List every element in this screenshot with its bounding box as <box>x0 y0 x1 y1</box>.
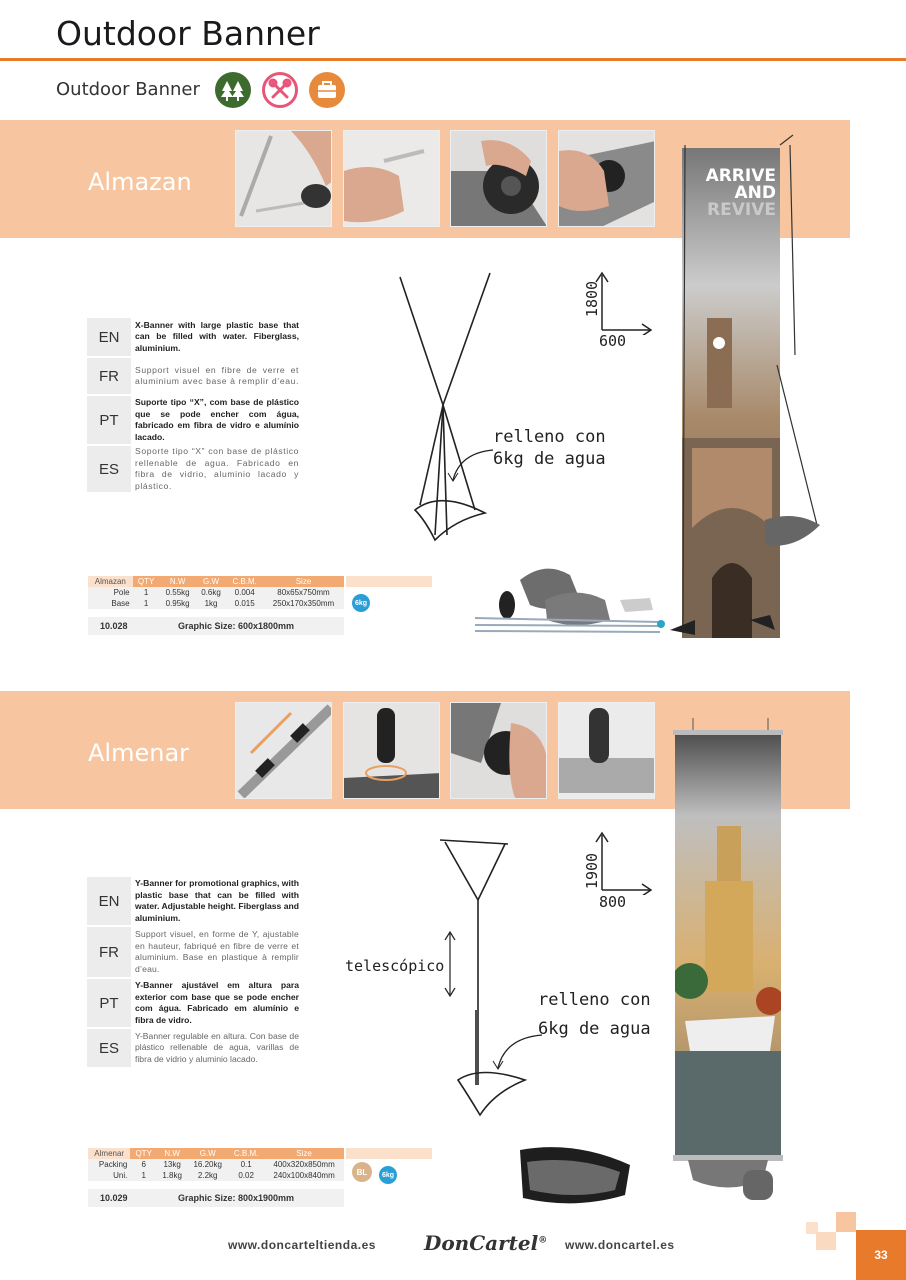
assembly-photo <box>235 130 332 227</box>
spec-header: N.W <box>157 1148 187 1159</box>
assembly-photo <box>450 702 547 799</box>
parts-photo <box>475 560 670 640</box>
spec-cell: 250x170x350mm <box>263 598 344 609</box>
spec-table <box>88 576 344 609</box>
description-text: X-Banner with large plastic base that can be filled with water. Fiberglass, aluminium. <box>135 319 299 353</box>
spec-header: C.B.M. <box>226 576 263 587</box>
banner-frame <box>665 125 830 640</box>
assembly-photo <box>558 130 655 227</box>
spec-header: QTY <box>133 576 160 587</box>
trees-icon <box>215 72 251 108</box>
case-icon <box>309 72 345 108</box>
lang-code: EN <box>87 318 131 356</box>
carry-bag-photo <box>515 1140 635 1208</box>
width-dimension: 800 <box>599 893 627 911</box>
spec-cell: 1 <box>130 1170 157 1181</box>
spec-cell: 0.95kg <box>160 598 196 609</box>
assembly-photo <box>558 702 655 799</box>
lang-code: PT <box>87 396 131 444</box>
lang-code: EN <box>87 877 131 925</box>
product-ref: 10.028 <box>100 621 128 631</box>
spec-header: G.W <box>196 576 227 587</box>
water-annotation-line2: 6kg de agua <box>538 1019 651 1039</box>
spec-cell: Uni. <box>88 1170 130 1181</box>
telescopic-annotation: telescópico <box>345 957 445 975</box>
spec-cell: 0.02 <box>228 1170 264 1181</box>
lang-code: FR <box>87 927 131 977</box>
x-banner-sketch <box>385 265 515 550</box>
page-title: Outdoor Banner <box>56 14 320 53</box>
banner-frame <box>668 710 788 1205</box>
height-dimension: 1800 <box>583 280 602 318</box>
footer-url-shop[interactable]: www.doncarteltienda.es <box>228 1238 376 1252</box>
spec-cell: 1kg <box>196 598 227 609</box>
spec-cell: 1 <box>133 598 160 609</box>
width-dimension: 600 <box>599 332 627 350</box>
graphic-size: Graphic Size: 800x1900mm <box>178 1193 295 1203</box>
no-tools-icon <box>262 72 298 108</box>
assembly-photo <box>450 130 547 227</box>
spec-header: N.W <box>160 576 196 587</box>
description-text: Support visuel en fibre de verre et aluminium avec base à remplir d’eau. <box>135 364 299 386</box>
dimension-arrows <box>592 830 654 895</box>
spec-table <box>88 1148 344 1181</box>
reference-row <box>88 617 344 635</box>
spec-header: Size <box>263 576 344 587</box>
bag-icon: BL <box>352 1162 372 1182</box>
product-name: Almenar <box>88 739 190 767</box>
description-table <box>87 316 299 492</box>
lang-code: ES <box>87 1029 131 1067</box>
spec-cell: 6 <box>130 1159 157 1170</box>
description-text: Support visuel, en forme de Y, ajustable en hauteur, fabriqué en fibre de verre et aluminium. Base en plastique à remplir d’eau. <box>135 929 299 974</box>
spec-header: Almazan <box>88 576 133 587</box>
spec-cell: 16.20kg <box>187 1159 228 1170</box>
description-text: Suporte tipo “X”, com base de plástico que se pode encher com água, fabricado em fibra de vidro e alumínio lacado. <box>135 397 299 442</box>
description-table <box>87 875 299 1067</box>
spec-header-extension <box>346 1148 432 1159</box>
page-number: 33 <box>856 1230 906 1280</box>
spec-cell: Packing <box>88 1159 130 1170</box>
description-text: Soporte tipo “X” con base de plástico rellenable de agua. Fabricado en fibra de vidrio, aluminio lacado y plástico. <box>135 446 299 491</box>
dimension-arrows <box>592 270 654 335</box>
footer-logo-mark: ® <box>538 1235 548 1246</box>
water-drop-icon: 6kg <box>352 594 370 612</box>
annotation-arrow <box>490 1030 545 1075</box>
spec-header: G.W <box>187 1148 228 1159</box>
lang-code: ES <box>87 446 131 492</box>
water-drop-icon: 6kg <box>379 1166 397 1184</box>
description-text: Y-Banner for promotional graphics, with plastic base that can be filled with water. Adjustable height. Fiberglass and aluminium. <box>135 878 299 923</box>
spec-cell: 1.8kg <box>157 1170 187 1181</box>
footer-logo <box>424 1231 547 1255</box>
spec-cell: 80x65x750mm <box>263 587 344 598</box>
spec-header-extension <box>346 576 432 587</box>
spec-cell: 1 <box>133 587 160 598</box>
spec-cell: 0.1 <box>228 1159 264 1170</box>
deco-square <box>836 1212 856 1232</box>
spec-cell: 0.004 <box>226 587 263 598</box>
lang-code: PT <box>87 979 131 1027</box>
spec-header: C.B.M. <box>228 1148 264 1159</box>
title-rule <box>0 58 906 61</box>
water-annotation-line2: 6kg de agua <box>493 449 606 469</box>
spec-cell: 0.55kg <box>160 587 196 598</box>
spec-cell: 13kg <box>157 1159 187 1170</box>
spec-header: Almenar <box>88 1148 130 1159</box>
spec-cell: Base <box>88 598 133 609</box>
spec-cell: 400x320x850mm <box>264 1159 344 1170</box>
reference-row <box>88 1189 344 1207</box>
spec-cell: Pole <box>88 587 133 598</box>
spec-cell: 0.015 <box>226 598 263 609</box>
graphic-size: Graphic Size: 600x1800mm <box>178 621 295 631</box>
water-annotation-line1: relleno con <box>493 427 606 447</box>
height-dimension: 1900 <box>583 852 602 890</box>
spec-cell: 2.2kg <box>187 1170 228 1181</box>
product-name: Almazan <box>88 168 192 196</box>
footer-logo-text: DonCartel <box>424 1231 539 1255</box>
assembly-photo <box>343 130 440 227</box>
assembly-photo <box>343 702 440 799</box>
telescopic-arrow <box>442 930 458 1000</box>
spec-header: QTY <box>130 1148 157 1159</box>
deco-square <box>816 1232 836 1250</box>
spec-cell: 240x100x840mm <box>264 1170 344 1181</box>
banner-text-revive: REVIVE <box>707 200 776 220</box>
page-subtitle: Outdoor Banner <box>56 79 200 100</box>
description-text: Y-Banner ajustável em altura para exterior com base que se pode encher com água. Fabricado em alumínio e fibra de vidro. <box>135 980 299 1025</box>
banner-text-arrive: ARRIVE <box>705 166 776 186</box>
footer-url-main[interactable]: www.doncartel.es <box>565 1238 675 1252</box>
assembly-photo <box>235 702 332 799</box>
banner-text-and: AND <box>734 183 776 203</box>
product-ref: 10.029 <box>100 1193 128 1203</box>
water-annotation-line1: relleno con <box>538 990 651 1010</box>
description-text: Y-Banner regulable en altura. Con base de plástico rellenable de agua, varillas de fibra de vidrio y aluminio lacado. <box>135 1030 299 1064</box>
spec-header: Size <box>264 1148 344 1159</box>
lang-code: FR <box>87 358 131 394</box>
annotation-arrow <box>445 445 495 485</box>
spec-cell: 0.6kg <box>196 587 227 598</box>
